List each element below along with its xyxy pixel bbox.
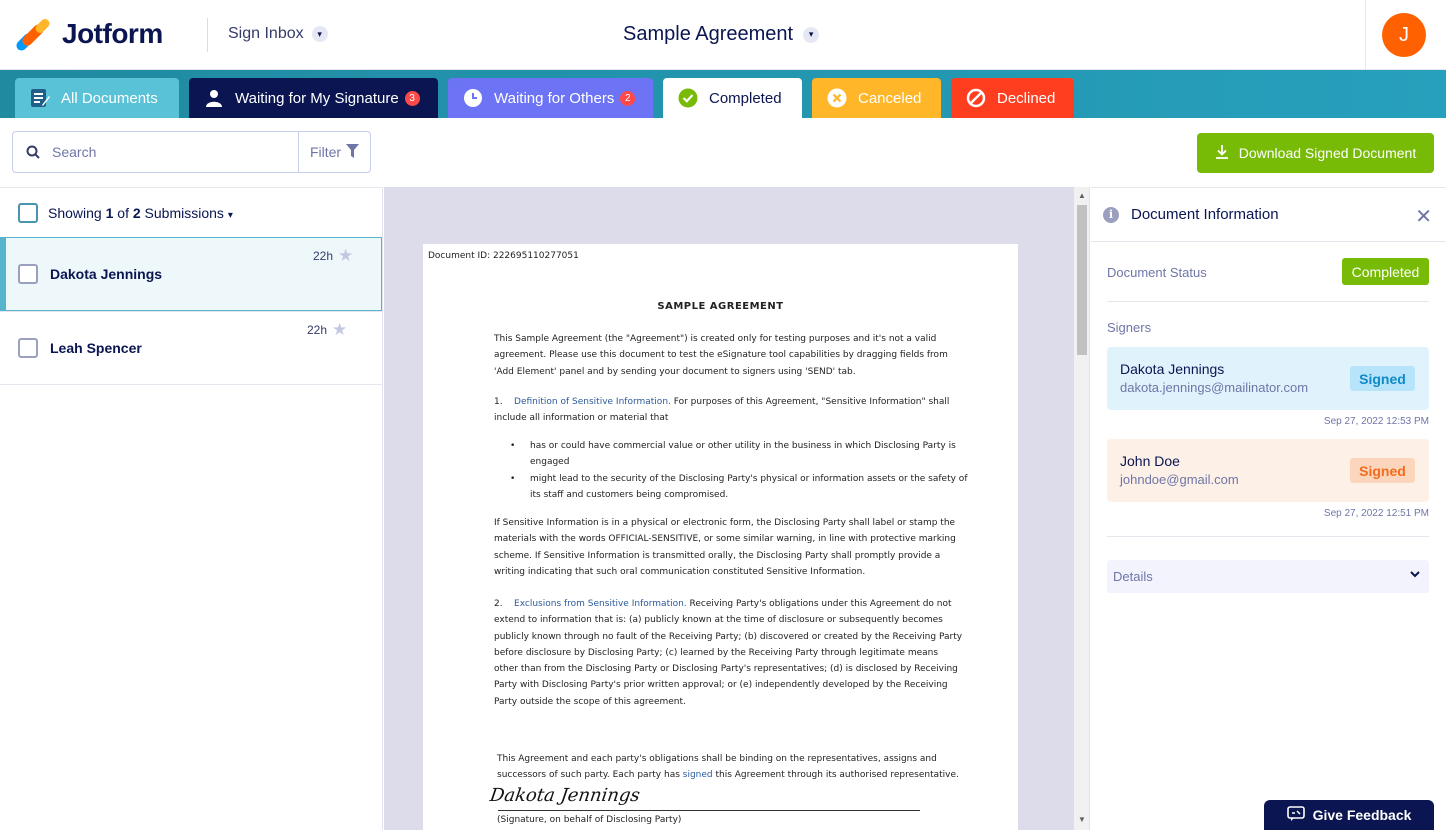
document-page xyxy=(423,244,1018,830)
tab-canceled[interactable] xyxy=(812,78,941,118)
tab-all-documents[interactable] xyxy=(15,78,179,118)
tab-label: Completed xyxy=(709,89,782,107)
feedback-label: Give Feedback xyxy=(1312,807,1412,823)
section-text: Receiving Party's obligations under this Agreement do not extend to information that is: (a) publicly known at the time of disclosure or subsequently becomes publicly known through no fault of the Receiving Party; (b) discovered or created by the Receiving Party before disclosure by Disclosing Party; (c) learned by the Receiving Party through legitimate means other than from the Disclosing Party or Disclosing Party's representatives; (d) is disclosed by Receiving Party with Disclosing Party's prior written approval; or (e) independently developed by the Receiving Party outside the scope of this agreement. xyxy=(494,599,963,707)
row-checkbox[interactable] xyxy=(18,338,38,358)
showing-current: 1 xyxy=(105,204,114,221)
section-title: Exclusions from Sensitive Information. xyxy=(514,599,687,609)
details-accordion[interactable] xyxy=(1107,560,1429,593)
scroll-thumb[interactable] xyxy=(1077,205,1087,355)
chevron-down-icon: ▾ xyxy=(227,209,233,221)
closing-paragraph xyxy=(497,751,967,784)
search-box xyxy=(12,131,371,173)
details-label: Details xyxy=(1113,569,1153,584)
document-title-dropdown[interactable] xyxy=(623,23,819,46)
download-icon xyxy=(1215,145,1229,162)
closing-text: this Agreement through its authorised representative. xyxy=(712,770,959,781)
filter-label: Filter xyxy=(309,144,342,160)
showing-total: 2 xyxy=(132,204,141,221)
section-number: 1. xyxy=(494,397,503,407)
info-icon: i xyxy=(1103,207,1119,223)
info-title: Document Information xyxy=(1131,206,1279,223)
bullet-list xyxy=(530,438,970,503)
submission-time: 22h xyxy=(307,323,328,337)
count-badge: 2 xyxy=(620,91,635,106)
tab-waiting-for-others[interactable] xyxy=(448,78,653,118)
star-icon[interactable]: ★ xyxy=(332,320,348,339)
submission-time: 22h xyxy=(313,249,334,263)
brand-name: Jotform xyxy=(62,18,163,49)
section-title: Definition of Sensitive Information. xyxy=(514,397,671,407)
tab-label: Waiting for Others xyxy=(494,89,615,107)
document-id: Document ID: 222695110277051 xyxy=(428,251,579,261)
bullet-item: • might lead to the security of the Disclosing Party's physical or information assets or the safety of its staff and customers being compromised. xyxy=(530,471,970,504)
signer-email: johndoe@gmail.com xyxy=(1120,472,1239,487)
search-input[interactable] xyxy=(52,144,282,160)
divider xyxy=(1107,536,1429,537)
sign-inbox-label: Sign Inbox xyxy=(228,25,304,42)
document-heading: SAMPLE AGREEMENT xyxy=(657,301,784,312)
closing-link: signed xyxy=(682,770,713,781)
tab-declined[interactable] xyxy=(951,78,1074,118)
ban-icon xyxy=(965,87,987,109)
row-checkbox[interactable] xyxy=(18,264,38,284)
signature-line xyxy=(498,810,920,811)
jotform-logo[interactable] xyxy=(18,18,163,50)
tab-label: All Documents xyxy=(61,89,158,107)
signed-date: Sep 27, 2022 12:53 PM xyxy=(1323,416,1429,427)
section-2-paragraph xyxy=(494,596,964,710)
signer-email: dakota.jennings@mailinator.com xyxy=(1120,380,1309,395)
sign-inbox-dropdown[interactable] xyxy=(228,25,328,43)
star-icon[interactable]: ★ xyxy=(338,246,354,265)
signed-badge: Signed xyxy=(1350,458,1415,483)
signed-badge: Signed xyxy=(1350,366,1415,391)
closing-text: This Agreement and each party's obligations shall be binding on the representatives, assigns and successors of such party. Each party has xyxy=(497,754,937,781)
signature-caption: (Signature, on behalf of Disclosing Party) xyxy=(497,815,682,825)
give-feedback-button[interactable] xyxy=(1264,800,1434,830)
section-number: 2. xyxy=(494,599,503,609)
status-tabs xyxy=(0,70,1446,118)
chevron-down-icon: ▾ xyxy=(803,27,819,43)
count-badge: 3 xyxy=(405,91,420,106)
jotform-logo-icon xyxy=(18,18,50,50)
check-circle-icon xyxy=(677,87,699,109)
download-signed-document-button[interactable] xyxy=(1197,133,1434,173)
info-header xyxy=(1091,188,1446,242)
header-divider xyxy=(207,18,208,52)
bullet-item: • has or could have commercial value or other utility in the business in which Disclosing Party is engaged xyxy=(530,438,970,471)
showing-prefix: Showing xyxy=(48,204,102,221)
signer-name: John Doe xyxy=(1120,453,1180,469)
signer-card xyxy=(1107,347,1429,410)
document-status-label: Document Status xyxy=(1107,265,1207,280)
scroll-up-icon[interactable]: ▲ xyxy=(1078,191,1086,200)
x-circle-icon xyxy=(826,87,848,109)
download-label: Download Signed Document xyxy=(1238,145,1417,161)
chevron-down-icon xyxy=(1409,568,1421,583)
status-badge: Completed xyxy=(1342,258,1429,285)
avatar[interactable]: J xyxy=(1382,13,1426,57)
chevron-down-icon: ▾ xyxy=(312,26,328,42)
signed-date: Sep 27, 2022 12:51 PM xyxy=(1323,508,1429,519)
clock-icon xyxy=(462,87,484,109)
feedback-icon xyxy=(1287,806,1305,825)
signature-image: Dakota Jennings xyxy=(488,785,642,806)
submitter-name: Leah Spencer xyxy=(50,340,142,356)
signer-card xyxy=(1107,439,1429,502)
tab-label: Waiting for My Signature xyxy=(235,89,399,107)
tab-label: Canceled xyxy=(858,89,922,107)
paragraph-2: If Sensitive Information is in a physical or electronic form, the Disclosing Party shall label or stamp the materials with the words OFFICIAL-SENSITIVE, or some similar warning, in line with protective marking scheme. If Sensitive Information is transmitted orally, the Disclosing Party shall promptly provide a writing indicating that such oral communication constituted Sensitive Information. xyxy=(494,518,956,577)
account-area xyxy=(1365,0,1446,70)
submitter-name: Dakota Jennings xyxy=(50,266,163,282)
document-edit-icon xyxy=(29,87,51,109)
tab-waiting-for-my-signature[interactable] xyxy=(189,78,438,118)
section-text: For purposes of this Agreement, "Sensitive Information" shall include all information or material that xyxy=(494,397,950,424)
scroll-down-icon[interactable]: ▼ xyxy=(1078,815,1086,824)
showing-of: of xyxy=(117,204,129,221)
list-item[interactable] xyxy=(0,237,382,311)
close-icon[interactable]: ✕ xyxy=(1415,206,1432,228)
document-information-panel xyxy=(1091,187,1446,830)
search-icon xyxy=(26,145,40,159)
submission-list xyxy=(0,187,383,830)
showing-suffix: Submissions xyxy=(144,204,224,221)
top-header xyxy=(0,0,1446,70)
filter-button[interactable] xyxy=(298,132,370,172)
section-1-paragraph xyxy=(494,394,964,427)
signer-name: Dakota Jennings xyxy=(1120,361,1225,377)
showing-count-dropdown[interactable] xyxy=(48,205,233,221)
tab-label: Declined xyxy=(997,89,1056,107)
document-viewer[interactable] xyxy=(384,187,1074,830)
signers-label: Signers xyxy=(1107,320,1152,335)
tab-completed[interactable] xyxy=(663,78,802,118)
list-item[interactable] xyxy=(0,311,382,385)
list-header xyxy=(0,188,382,237)
user-icon xyxy=(203,87,225,109)
filter-icon xyxy=(346,144,359,161)
document-title: Sample Agreement xyxy=(623,23,794,45)
viewer-scrollbar[interactable] xyxy=(1074,187,1090,830)
select-all-checkbox[interactable] xyxy=(18,203,38,223)
divider xyxy=(1107,301,1429,302)
intro-paragraph: This Sample Agreement (the "Agreement") is created only for testing purposes and it's not a valid agreement. Please use this document to test the eSignature tool capabilities by dragging fields from 'Add Element' panel and by sending your document to signers using 'SEND' tab. xyxy=(494,334,948,377)
